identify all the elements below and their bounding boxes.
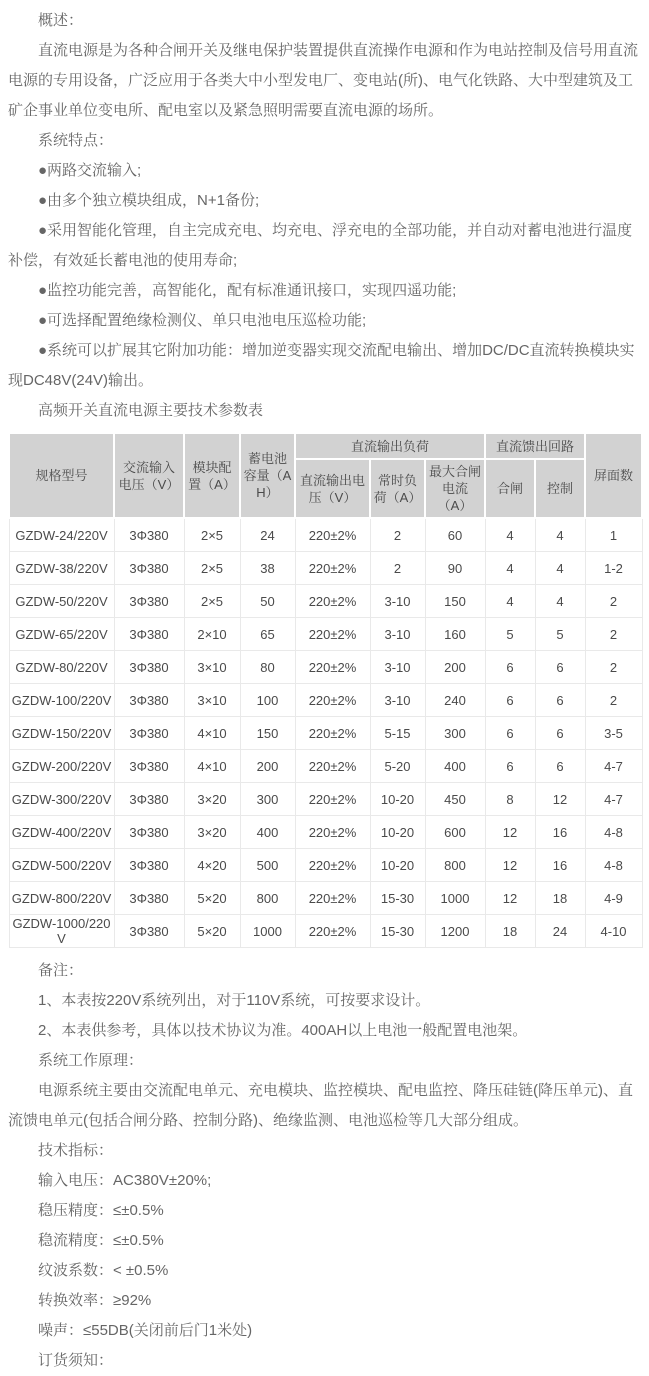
col-header-max-closing: 最大合闸电流（A）	[425, 459, 485, 518]
group-header-dc-feed: 直流馈出回路	[485, 433, 585, 459]
table-row	[9, 882, 642, 915]
table-cell: 220±2%	[295, 717, 370, 750]
table-cell: 1	[585, 518, 642, 552]
table-cell: GZDW-24/220V	[9, 518, 114, 552]
table-row	[9, 518, 642, 552]
table-cell: 150	[425, 585, 485, 618]
table-cell: 4-8	[585, 816, 642, 849]
table-cell: 220±2%	[295, 816, 370, 849]
table-cell: 4	[485, 518, 535, 552]
table-cell: 220±2%	[295, 783, 370, 816]
spec-table	[8, 432, 643, 948]
table-row	[9, 618, 642, 651]
table-cell: 4-7	[585, 783, 642, 816]
table-cell: 3Φ380	[114, 783, 184, 816]
table-cell: GZDW-200/220V	[9, 750, 114, 783]
table-cell: 2×5	[184, 552, 240, 585]
table-cell: 3Φ380	[114, 882, 184, 915]
table-row	[9, 915, 642, 948]
overview-paragraph: 直流电源是为各种合闸开关及继电保护装置提供直流操作电源和作为电站控制及信号用直流电源的专用设备，广泛应用于各类大中小型发电厂、变电站(所)、电气化铁路、大中型建筑及工矿企事业单位变电所、配电室以及紧急照明需要直流电源的场所。	[8, 42, 639, 119]
table-cell: 10-20	[370, 849, 425, 882]
table-cell: 4×20	[184, 849, 240, 882]
table-cell: 220±2%	[295, 882, 370, 915]
col-header-battery: 蓄电池容量（AH）	[240, 433, 295, 518]
notes-heading: 备注：	[38, 962, 84, 979]
table-cell: 5	[535, 618, 585, 651]
table-cell: 3-10	[370, 684, 425, 717]
table-cell: 220±2%	[295, 651, 370, 684]
col-header-dc-voltage: 直流输出电压（V）	[295, 459, 370, 518]
table-row	[9, 717, 642, 750]
table-cell: 100	[240, 684, 295, 717]
table-cell: GZDW-38/220V	[9, 552, 114, 585]
table-cell: 6	[485, 750, 535, 783]
table-cell: 4	[535, 518, 585, 552]
table-cell: 2	[585, 684, 642, 717]
table-cell: 4	[535, 585, 585, 618]
table-cell: 16	[535, 849, 585, 882]
table-title: 高频开关直流电源主要技术参数表	[38, 402, 264, 419]
table-cell: 3Φ380	[114, 518, 184, 552]
feature-item-3: ●采用智能化管理，自主完成充电、均充电、浮充电的全部功能，并自动对蓄电池进行温度补偿，有效延长蓄电池的使用寿命;	[8, 222, 633, 269]
table-cell: 220±2%	[295, 750, 370, 783]
table-cell: 4	[485, 585, 535, 618]
header-row-groups	[9, 433, 642, 459]
table-row	[9, 585, 642, 618]
table-cell: 3Φ380	[114, 750, 184, 783]
feature-item-6: ●系统可以扩展其它附加功能：增加逆变器实现交流配电输出、增加DC/DC直流转换模块实现DC48V(24V)输出。	[8, 342, 635, 389]
feature-item-2: ●由多个独立模块组成，N+1备份;	[38, 192, 260, 209]
order-heading: 订货须知：	[38, 1352, 114, 1369]
spec-item-2: 稳压精度：≤±0.5%	[38, 1202, 164, 1219]
table-cell: 3×20	[184, 783, 240, 816]
table-cell: 800	[425, 849, 485, 882]
table-cell: 2	[585, 618, 642, 651]
table-cell: 3Φ380	[114, 684, 184, 717]
table-cell: 2	[370, 518, 425, 552]
table-cell: 6	[485, 651, 535, 684]
table-cell: 220±2%	[295, 684, 370, 717]
table-cell: 150	[240, 717, 295, 750]
table-cell: 240	[425, 684, 485, 717]
spec-item-3: 稳流精度：≤±0.5%	[38, 1232, 164, 1249]
table-cell: 4	[535, 552, 585, 585]
table-cell: 6	[535, 651, 585, 684]
table-cell: 15-30	[370, 882, 425, 915]
table-cell: 3Φ380	[114, 651, 184, 684]
table-cell: 300	[425, 717, 485, 750]
table-cell: 300	[240, 783, 295, 816]
table-cell: 220±2%	[295, 618, 370, 651]
table-cell: 3×10	[184, 651, 240, 684]
table-cell: 16	[535, 816, 585, 849]
table-cell: 3Φ380	[114, 849, 184, 882]
group-header-dc-output: 直流输出负荷	[295, 433, 485, 459]
table-cell: 200	[240, 750, 295, 783]
table-cell: GZDW-100/220V	[9, 684, 114, 717]
features-heading: 系统特点：	[38, 132, 114, 149]
table-cell: 3Φ380	[114, 618, 184, 651]
table-cell: 38	[240, 552, 295, 585]
table-cell: 5×20	[184, 915, 240, 948]
table-cell: 220±2%	[295, 552, 370, 585]
table-cell: 3×10	[184, 684, 240, 717]
table-cell: 3Φ380	[114, 915, 184, 948]
table-cell: 5	[485, 618, 535, 651]
table-cell: 600	[425, 816, 485, 849]
table-cell: 220±2%	[295, 915, 370, 948]
table-cell: 3Φ380	[114, 552, 184, 585]
spec-table-body	[9, 518, 642, 948]
spec-item-1: 输入电压：AC380V±20%;	[38, 1172, 212, 1189]
table-cell: 5×20	[184, 882, 240, 915]
table-cell: 24	[240, 518, 295, 552]
table-cell: 450	[425, 783, 485, 816]
table-cell: GZDW-1000/220V	[9, 915, 114, 948]
overview-heading: 概述：	[38, 12, 84, 29]
table-cell: 3Φ380	[114, 717, 184, 750]
col-header-screens: 屏面数	[585, 433, 642, 518]
table-row	[9, 552, 642, 585]
col-header-module: 模块配置（A）	[184, 433, 240, 518]
table-cell: 4×10	[184, 717, 240, 750]
table-cell: 160	[425, 618, 485, 651]
table-cell: 6	[485, 684, 535, 717]
table-cell: 220±2%	[295, 518, 370, 552]
col-header-normal-load: 常时负荷（A）	[370, 459, 425, 518]
table-cell: 50	[240, 585, 295, 618]
col-header-closing: 合闸	[485, 459, 535, 518]
table-cell: GZDW-400/220V	[9, 816, 114, 849]
table-cell: 4-9	[585, 882, 642, 915]
table-cell: 15-30	[370, 915, 425, 948]
table-cell: 8	[485, 783, 535, 816]
table-cell: 80	[240, 651, 295, 684]
table-cell: 12	[485, 882, 535, 915]
table-row	[9, 816, 642, 849]
table-cell: 12	[485, 816, 535, 849]
table-cell: 65	[240, 618, 295, 651]
feature-item-4: ●监控功能完善，高智能化，配有标准通讯接口，实现四遥功能;	[38, 282, 457, 299]
table-row	[9, 849, 642, 882]
table-row	[9, 651, 642, 684]
table-cell: 200	[425, 651, 485, 684]
table-cell: 3-10	[370, 618, 425, 651]
table-cell: 1-2	[585, 552, 642, 585]
principle-paragraph: 电源系统主要由交流配电单元、充电模块、监控模块、配电监控、降压硅链(降压单元)、直流馈电单元(包括合闸分路、控制分路)、绝缘监测、电池巡检等几大部分组成。	[8, 1082, 633, 1129]
col-header-control: 控制	[535, 459, 585, 518]
table-cell: 800	[240, 882, 295, 915]
table-cell: 6	[535, 684, 585, 717]
note-item-1: 1、本表按220V系统列出，对于110V系统，可按要求设计。	[38, 992, 431, 1009]
table-cell: 3Φ380	[114, 816, 184, 849]
table-cell: 60	[425, 518, 485, 552]
table-cell: 90	[425, 552, 485, 585]
table-cell: 2×5	[184, 585, 240, 618]
table-cell: 10-20	[370, 783, 425, 816]
spec-item-6: 噪声：≤55DB(关闭前后门1米处)	[38, 1322, 253, 1339]
table-cell: 6	[485, 717, 535, 750]
table-row	[9, 783, 642, 816]
table-cell: GZDW-800/220V	[9, 882, 114, 915]
table-cell: 4-7	[585, 750, 642, 783]
table-cell: 1000	[425, 882, 485, 915]
note-item-2: 2、本表供参考，具体以技术协议为准。400AH以上电池一般配置电池架。	[38, 1022, 528, 1039]
table-cell: 3-5	[585, 717, 642, 750]
table-cell: 4	[485, 552, 535, 585]
table-cell: 2	[585, 585, 642, 618]
col-header-model: 规格型号	[9, 433, 114, 518]
spec-item-5: 转换效率：≥92%	[38, 1292, 152, 1309]
table-cell: 2	[370, 552, 425, 585]
table-cell: 2×10	[184, 618, 240, 651]
table-cell: 18	[535, 882, 585, 915]
table-cell: 12	[535, 783, 585, 816]
table-cell: 6	[535, 717, 585, 750]
table-cell: 4-10	[585, 915, 642, 948]
feature-item-1: ●两路交流输入;	[38, 162, 142, 179]
table-cell: 2	[585, 651, 642, 684]
table-cell: 18	[485, 915, 535, 948]
table-cell: 1200	[425, 915, 485, 948]
table-cell: GZDW-80/220V	[9, 651, 114, 684]
table-cell: 24	[535, 915, 585, 948]
table-cell: 3-10	[370, 651, 425, 684]
table-row	[9, 750, 642, 783]
table-cell: 220±2%	[295, 849, 370, 882]
table-cell: 5-20	[370, 750, 425, 783]
table-cell: GZDW-500/220V	[9, 849, 114, 882]
table-cell: GZDW-65/220V	[9, 618, 114, 651]
table-cell: 400	[240, 816, 295, 849]
table-cell: 2×5	[184, 518, 240, 552]
table-cell: 3Φ380	[114, 585, 184, 618]
feature-item-5: ●可选择配置绝缘检测仪、单只电池电压巡检功能;	[38, 312, 367, 329]
table-cell: 1000	[240, 915, 295, 948]
table-cell: 5-15	[370, 717, 425, 750]
table-cell: 4×10	[184, 750, 240, 783]
specs-heading: 技术指标：	[38, 1142, 114, 1159]
table-cell: GZDW-300/220V	[9, 783, 114, 816]
table-cell: 6	[535, 750, 585, 783]
table-cell: 400	[425, 750, 485, 783]
spec-table-header	[9, 433, 642, 518]
table-row	[9, 684, 642, 717]
spec-item-4: 纹波系数：< ±0.5%	[38, 1262, 169, 1279]
table-cell: 500	[240, 849, 295, 882]
col-header-ac-input: 交流输入电压（V）	[114, 433, 184, 518]
table-cell: 3-10	[370, 585, 425, 618]
table-cell: 3×20	[184, 816, 240, 849]
table-cell: GZDW-50/220V	[9, 585, 114, 618]
table-cell: 4-8	[585, 849, 642, 882]
principle-heading: 系统工作原理：	[38, 1052, 144, 1069]
table-cell: GZDW-150/220V	[9, 717, 114, 750]
table-cell: 220±2%	[295, 585, 370, 618]
table-cell: 12	[485, 849, 535, 882]
table-cell: 10-20	[370, 816, 425, 849]
